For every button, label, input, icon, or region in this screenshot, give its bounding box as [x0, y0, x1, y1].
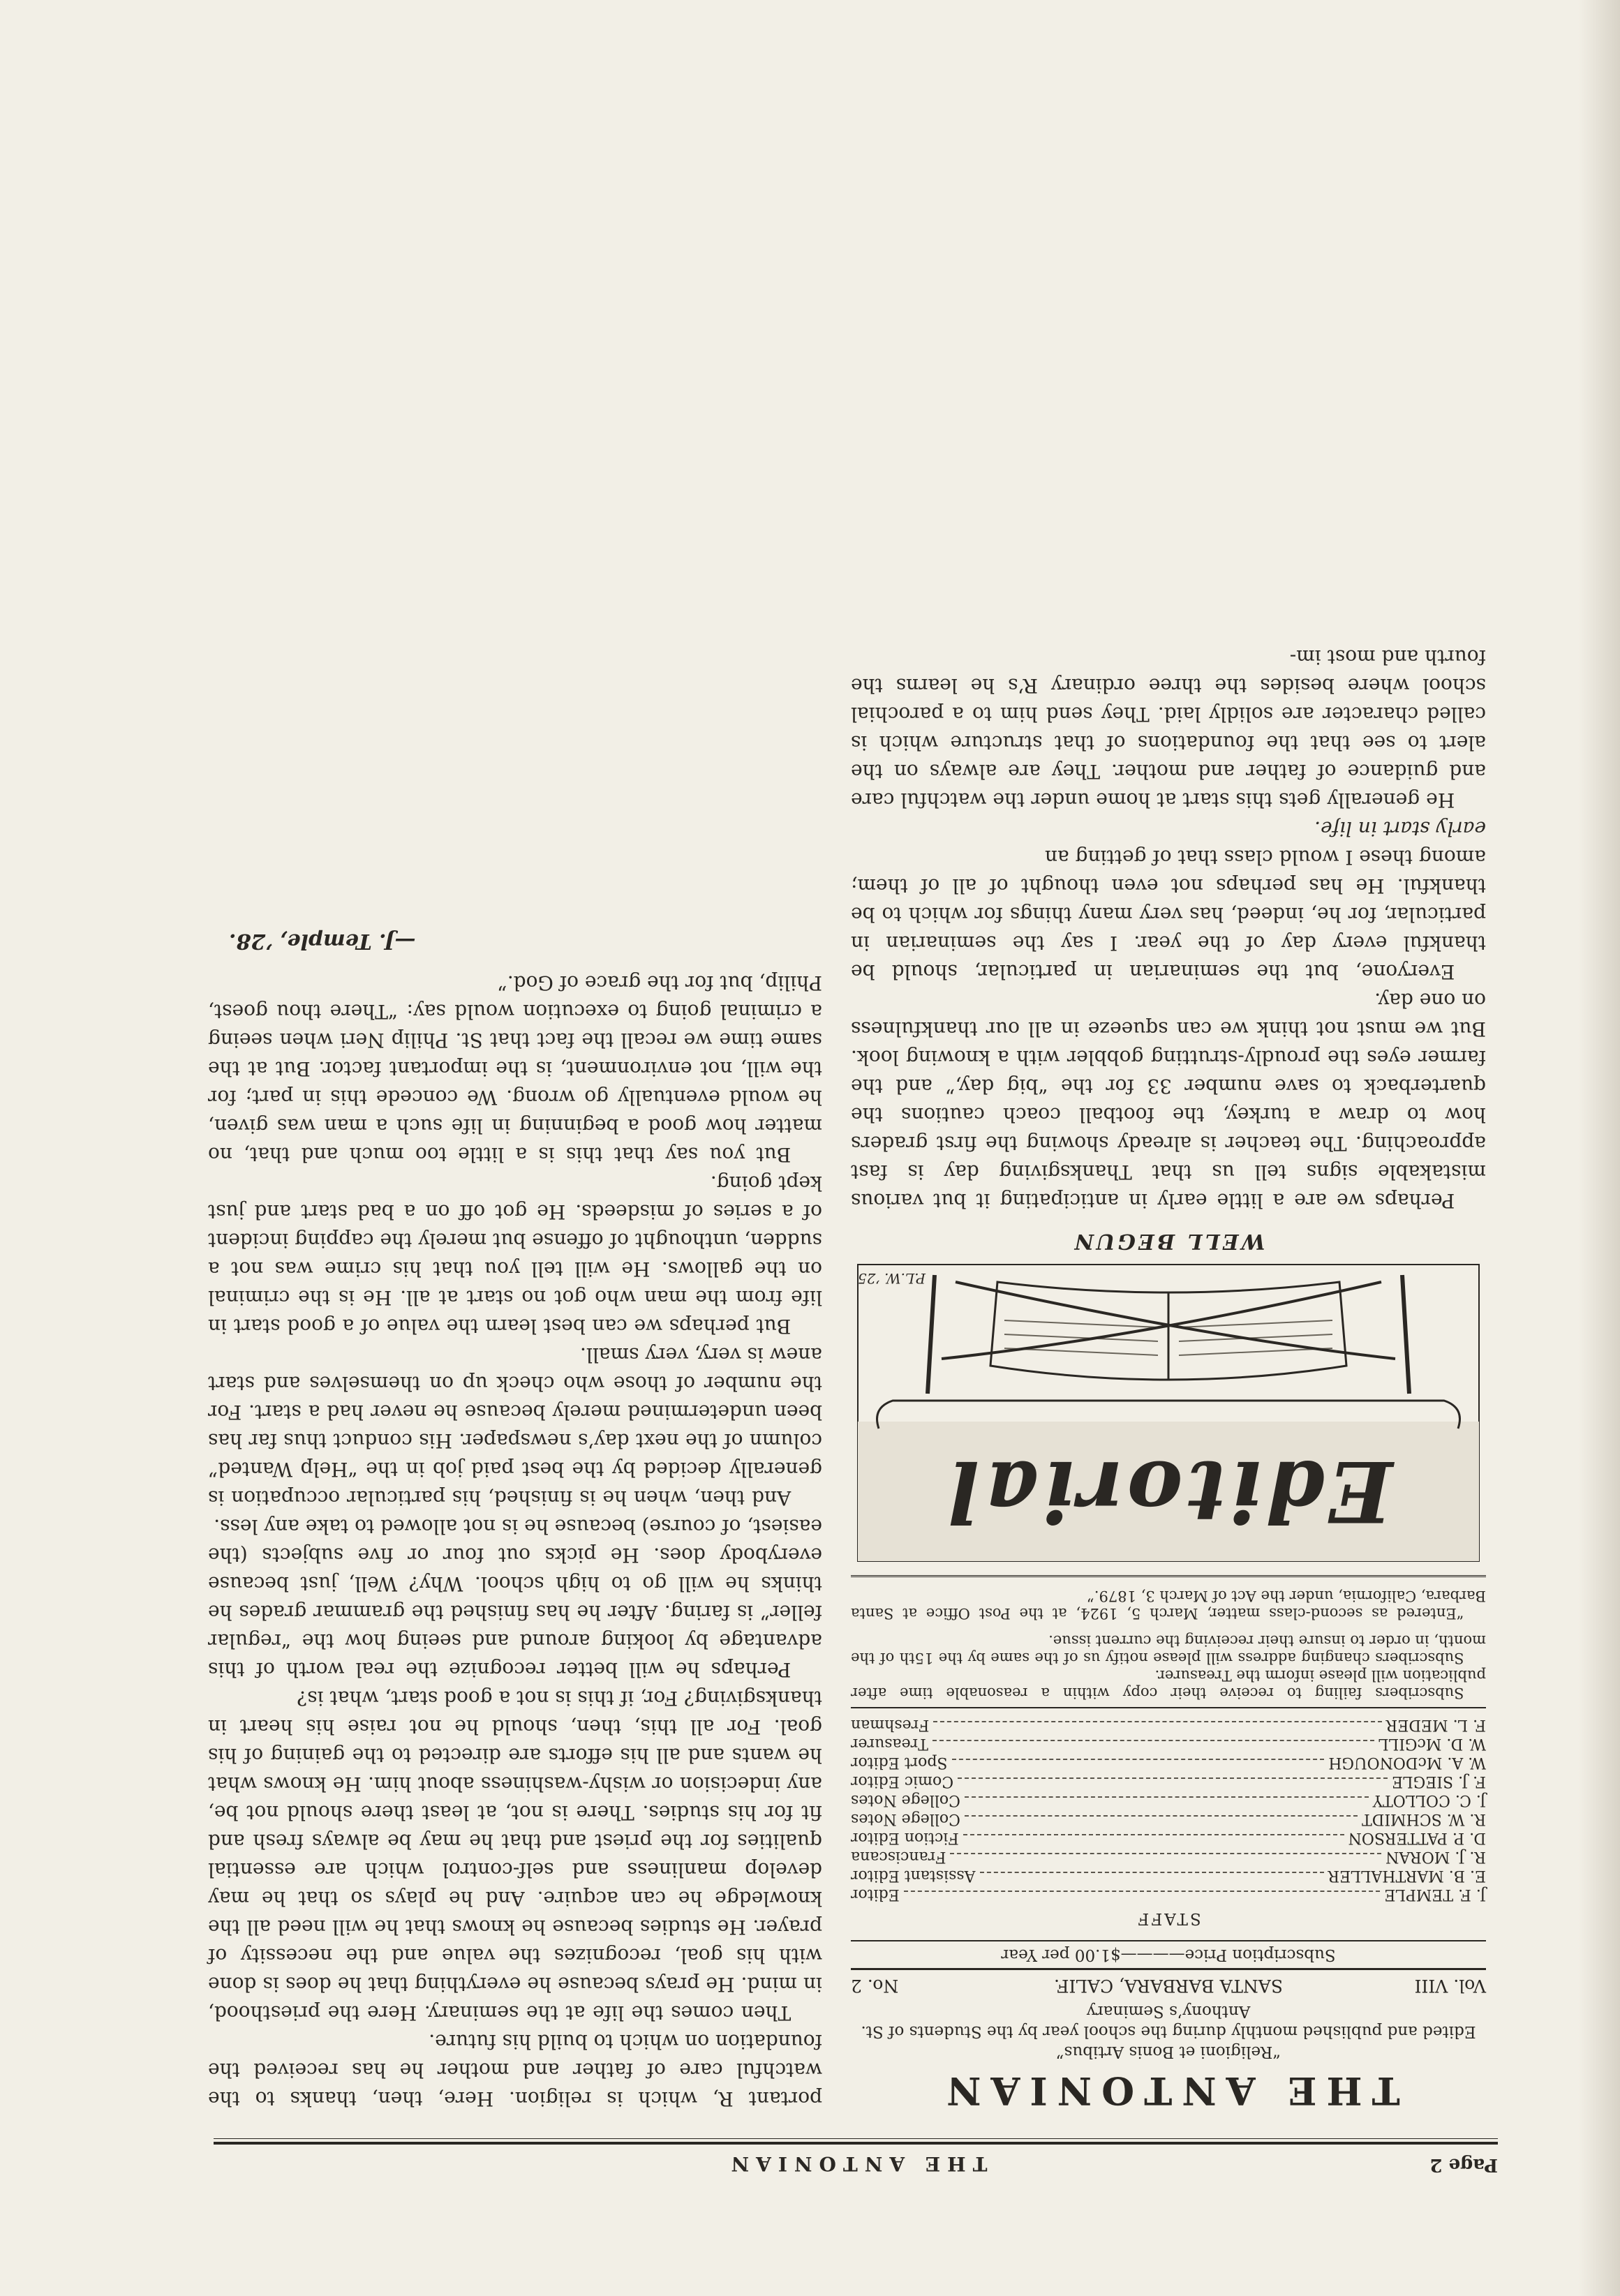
staff-role: Editor [851, 1886, 900, 1903]
staff-row [851, 1791, 1486, 1810]
paragraph: Then comes the life at the seminary. Here the priesthood, in mind. He prays because he everything that he does is done with his goal, recognizes the value and the necessity of prayer. He studies because he knows that he will need all the knowledge he can acquire. And he plays so that he may develop manliness and self-control which are essential qualities for the priest and that he may be always fresh and fit for his studies. There is not, at least there should not be, any indecision or wishy-washiness about him. He knows what he wants and all his efforts are directed to the gaining of his goal. For all this, then, should he not raise his heart in thanksgiving? For, if this is not a good start, what is? [208, 1687, 822, 2025]
staff-name: W. D. McGILL [1379, 1735, 1486, 1752]
volume-line [851, 1973, 1486, 1998]
staff-role: Franciscana [851, 1848, 946, 1865]
emphasis: early start in life. [1314, 817, 1486, 840]
running-masthead: THE ANTONIAN [724, 2152, 988, 2175]
paragraph: Everyone, but the seminarian in particular, should be thankful every day of the year. I say the seminarian in particular, for he, indeed, has very many things for which to be thankful. He has perhaps not even thought of all of them; among these I would class that of getting an [851, 846, 1486, 983]
staff-role: Fiction Editor [851, 1829, 959, 1847]
staff-row [851, 1734, 1486, 1753]
paragraph: Perhaps he will better recognize the real worth of this advantage by looking around and seeing how the “regular feller” is faring. After he has finished the grammar grades he thinks he will go to high school. Why? Well, just because everybody does. He picks out four or five subjects (the easiest, of course) because he is not allowed to take any less. [208, 1515, 822, 1681]
staff-role: Assistant Editor [851, 1867, 976, 1884]
paragraph: Perhaps we are a little early in anticipating it but various mistakable signs tell us that Thanksgiving day is fast approaching. The teacher is already showing the first graders how to draw a turkey, the football coach cautions the quarterback to save number 33 for the “big day,” and the farmer eyes the proudly-strutting gobbler with a knowing look. But we must not think we can squeeze in all our thankfulness on one day. [851, 989, 1486, 1212]
staff-name: D. P. PATTERSON [1348, 1829, 1486, 1847]
paragraph: But you say that this is a little too much and that, no matter how good a beginning in life such a man was given, he would eventually go wrong. We concede this in part; for the will, not environment, is the important factor. But at the same time we recall the fact that St. Philip Neri when seeing a criminal going to execution would say: “There thou goest, Philip, but for the grace of God.” [208, 971, 822, 1166]
running-head [214, 2133, 1498, 2175]
header-rule-thin [214, 2138, 1498, 2139]
staff-role: Comic Editor [851, 1773, 954, 1790]
staff-row [851, 1885, 1486, 1904]
leader-dots [980, 1872, 1324, 1885]
volume: Vol. VIII [1414, 1976, 1486, 1996]
issue-number: No. 2 [851, 1976, 899, 1996]
staff-list [851, 1715, 1486, 1904]
paragraph: portant R, which is religion. Here, then, thanks to the watchful care of father and mother he has received the foundation on which to build his future. [208, 2030, 822, 2110]
staff-name: J. C. COLLOTY [1372, 1791, 1486, 1809]
paragraph: And then, when he is finished, his particular occupation is generally decided by the best paid job in the “Help Wanted” column of the next day’s newspaper. His conduct thus far has been undetermined merely because he never had a start. For the number of those who check up on themselves and start anew is very, very small. [208, 1343, 822, 1509]
staff-name: F. J. SIEGLE [1392, 1773, 1486, 1790]
artist-signature: P.L.W. ’25 [858, 1270, 926, 1287]
page-fold-shadow [1578, 0, 1620, 2296]
paper-title: THE ANTONIAN [937, 2068, 1400, 2113]
leader-dots [904, 1891, 1381, 1904]
leader-dots [963, 1834, 1344, 1847]
postal-entry-notice: “Entered as second-class matter, March 5, 1924, at the Post Office at Santa Barbara, California, under the Act of March 3, 1879.” [851, 1575, 1486, 1622]
left-column [851, 643, 1486, 2113]
paragraph: He generally gets this start at home under the watchful care and guidance of father and mother. They are always on the alert to see that the foundations of that structure which is called character are solidly laid. They send him to a parochial school where besides the three ordinary R’s he learns the fourth and most im- [851, 646, 1486, 812]
leader-dots [965, 1815, 1358, 1828]
page-number: Page 2 [1429, 2154, 1498, 2175]
header-rule [214, 2142, 1498, 2145]
article-headline: WELL BEGUN [1071, 1229, 1265, 1253]
staff-row [851, 1810, 1486, 1828]
staff-name: R. J. MORAN [1385, 1848, 1486, 1865]
motto: “Religioni et Bonis Artibus” [1055, 2043, 1281, 2061]
staff-name: F. L. MEDER [1385, 1716, 1486, 1734]
staff-row [851, 1828, 1486, 1847]
staff-heading: STAFF [1136, 1909, 1201, 1928]
staff-row [851, 1772, 1486, 1791]
staff-name: J. F. TEMPLE [1384, 1886, 1486, 1903]
editorial-banner [851, 1258, 1486, 1568]
staff-role: Sport Editor [851, 1754, 948, 1771]
leader-dots [932, 1740, 1374, 1753]
staff-role: College Notes [851, 1791, 960, 1809]
subscription-price: Subscription Price————$1.00 per Year [851, 1940, 1486, 1970]
notice-address: Subscribers changing address will please notify us of the same by the 15th of the month, in order to insure their receiving the current issue. [851, 1632, 1486, 1667]
staff-row [851, 1866, 1486, 1885]
paragraph: But perhaps we can best learn the value of a good start in life from the man who got no start at all. He is the criminal on the gallows. He will tell you that his crime was not a sudden, unthought of offense but merely the capping incident of a series of misdeeds. He got off on a bad start and just kept going. [208, 1172, 822, 1338]
staff-name: E. B. MARTHALLER [1328, 1867, 1486, 1884]
staff-role: Treasurer [851, 1735, 928, 1752]
place: SANTA BARBARA, CALIF. [1054, 1976, 1283, 1996]
staff-row [851, 1847, 1486, 1866]
staff-row [851, 1715, 1486, 1734]
leader-dots [958, 1777, 1388, 1791]
banner-word: Editorial [944, 1442, 1393, 1540]
staff-role: Freshman [851, 1716, 930, 1734]
article-column-1 [851, 643, 1486, 1215]
subscriber-notices [851, 1632, 1486, 1708]
article-column-2 [208, 969, 822, 2113]
leader-dots [950, 1853, 1381, 1866]
staff-name: R. W. SCHMIDT [1362, 1810, 1486, 1828]
paragraph [851, 814, 1486, 843]
leader-dots [965, 1796, 1369, 1810]
staff-row [851, 1753, 1486, 1772]
notice-delivery: Subscribers failing to receive their copy within a reasonable time after publication will please inform the Treasurer. [851, 1667, 1486, 1701]
staff-role: College Notes [851, 1810, 960, 1828]
right-column [208, 929, 822, 2113]
article-byline: —J. Temple, ’28. [229, 929, 416, 953]
leader-dots [952, 1759, 1325, 1772]
publisher-line: Edited and published monthly during the school year by the Students of St. Anthony’s Seminary [861, 2002, 1476, 2041]
staff-name: W. A. McDONOUGH [1328, 1754, 1486, 1771]
leader-dots [933, 1721, 1381, 1734]
